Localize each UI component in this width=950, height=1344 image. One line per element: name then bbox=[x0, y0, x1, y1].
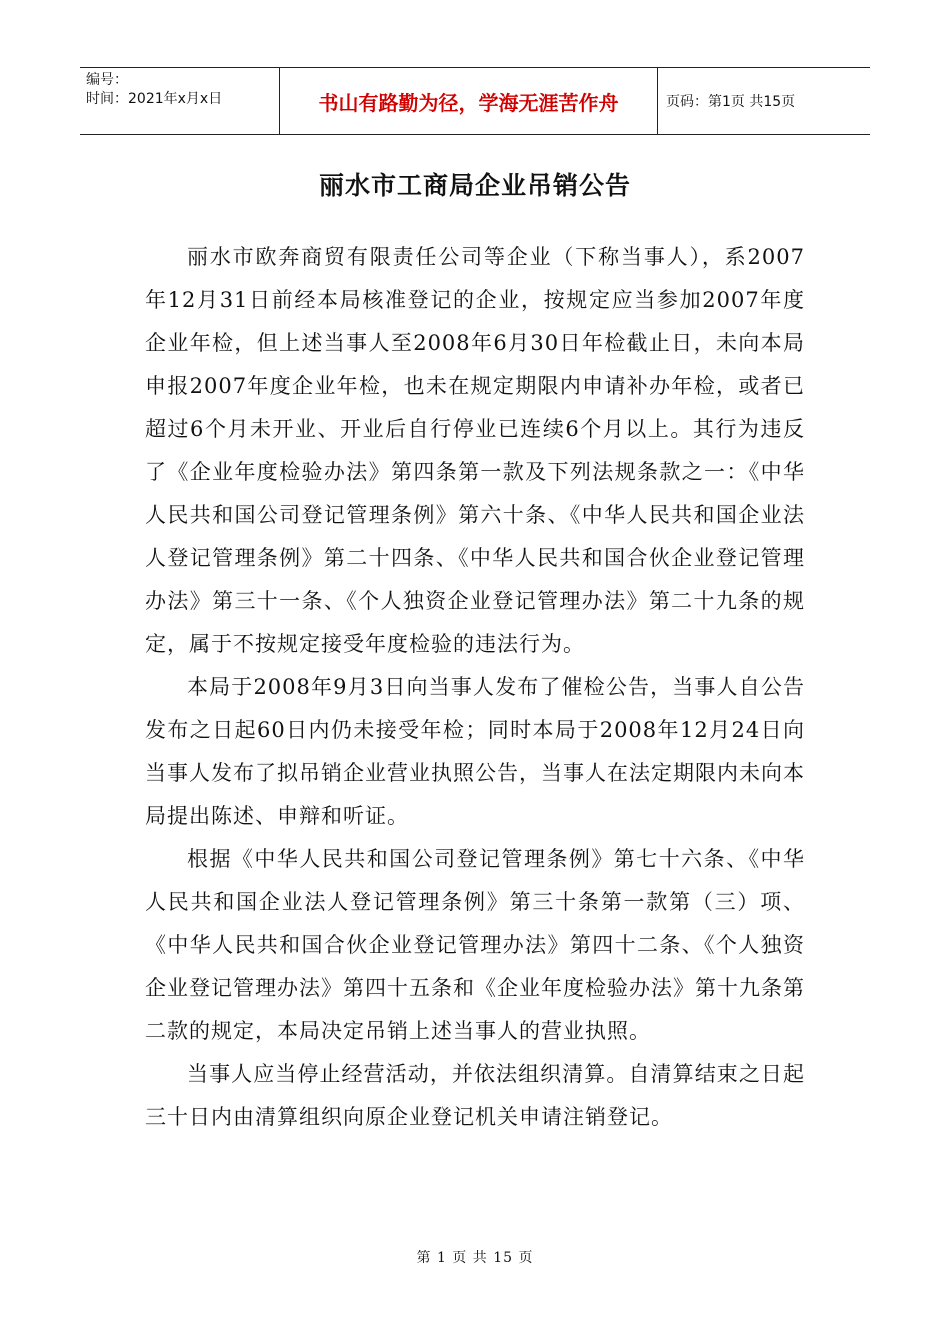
page-footer: 第 1 页 共 15 页 bbox=[416, 1250, 534, 1266]
document-title: 丽水市工商局企业吊销公告 bbox=[318, 171, 631, 200]
document-header bbox=[80, 67, 870, 135]
paragraph-4: 当事人应当停止经营活动，并依法组织清算。自清算结束之日起三十日内由清算组织向原企业登记机关申请注销登记。 bbox=[145, 1062, 805, 1129]
page-info-text: 页码：第1页 共15页 bbox=[666, 94, 796, 110]
number-label: 编号： bbox=[86, 72, 128, 88]
header-motto bbox=[280, 68, 658, 134]
paragraph-1: 丽水市欧奔商贸有限责任公司等企业（下称当事人），系2007年12月31日前经本局核准登记的企业，按规定应当参加2007年度企业年检，但上述当事人至2008年6月30日年检截止日，未向本局申报2007年度企业年检，也未在规定期限内申请补办年检，或者已超过6个月未开业、开业后自行停业已连续6个月以上。其行为违反了《企业年度检验办法》第四条第一款及下列法规条款之一：《中华人民共和国公司登记管理条例》第六十条、《中华人民共和国企业法人登记管理条例》第二十四条、《中华人民共和国合伙企业登记管理办法》第三十一条、《个人独资企业登记管理办法》第二十九条的规定，属于不按规定接受年度检验的违法行为。 bbox=[145, 245, 805, 656]
paragraph-2: 本局于2008年9月3日向当事人发布了催检公告，当事人自公告发布之日起60日内仍未接受年检；同时本局于2008年12月24日向当事人发布了拟吊销企业营业执照公告，当事人在法定期限内未向本局提出陈述、申辩和听证。 bbox=[145, 675, 805, 828]
time-label: 时间：2021年x月x日 bbox=[86, 91, 223, 107]
header-page-info bbox=[658, 68, 870, 134]
motto-text: 书山有路勤为径，学海无涯苦作舟 bbox=[318, 90, 619, 115]
paragraph-3: 根据《中华人民共和国公司登记管理条例》第七十六条、《中华人民共和国企业法人登记管理条例》第三十条第一款第（三）项、《中华人民共和国合伙企业登记管理办法》第四十二条、《个人独资企业登记管理办法》第四十五条和《企业年度检验办法》第十九条第二款的规定，本局决定吊销上述当事人的营业执照。 bbox=[145, 847, 805, 1043]
document-body bbox=[145, 236, 805, 1139]
header-meta bbox=[80, 68, 280, 134]
